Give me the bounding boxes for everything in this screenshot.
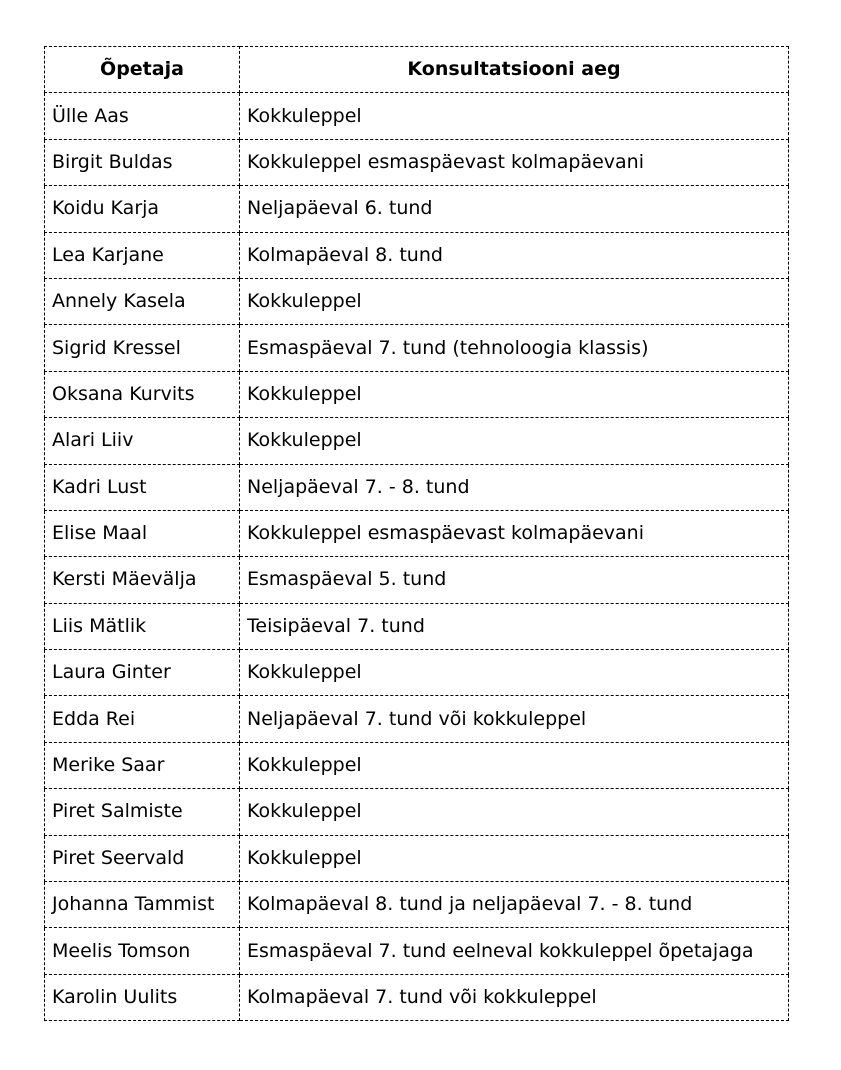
consultation-time-cell: Kolmapäeval 8. tund	[240, 232, 789, 278]
header-row	[45, 47, 789, 93]
teacher-name-cell: Meelis Tomson	[45, 928, 240, 974]
header-teacher: Õpetaja	[45, 47, 240, 93]
table-row	[45, 882, 789, 928]
table-row	[45, 278, 789, 324]
teacher-name-cell: Lea Karjane	[45, 232, 240, 278]
teacher-name-cell: Johanna Tammist	[45, 882, 240, 928]
teacher-name-cell: Koidu Karja	[45, 186, 240, 232]
table-row	[45, 928, 789, 974]
consultation-time-cell: Kokkuleppel	[240, 93, 789, 139]
table-row	[45, 510, 789, 556]
consultation-time-cell: Neljapäeval 7. - 8. tund	[240, 464, 789, 510]
consultation-time-cell: Kokkuleppel	[240, 278, 789, 324]
consultation-time-cell: Kokkuleppel	[240, 418, 789, 464]
teacher-name-cell: Kersti Mäevälja	[45, 557, 240, 603]
teacher-name-cell: Annely Kasela	[45, 278, 240, 324]
consultation-time-cell: Kokkuleppel	[240, 835, 789, 881]
consultation-time-cell: Kolmapäeval 7. tund või kokkuleppel	[240, 974, 789, 1020]
teacher-name-cell: Piret Salmiste	[45, 789, 240, 835]
table-row	[45, 186, 789, 232]
table-row	[45, 139, 789, 185]
consultation-time-cell: Kokkuleppel	[240, 650, 789, 696]
table-row	[45, 325, 789, 371]
consultation-time-cell: Esmaspäeval 5. tund	[240, 557, 789, 603]
table-row	[45, 603, 789, 649]
teacher-name-cell: Piret Seervald	[45, 835, 240, 881]
table-body	[45, 93, 789, 1021]
table-row	[45, 232, 789, 278]
table-row	[45, 418, 789, 464]
table-row	[45, 650, 789, 696]
teacher-name-cell: Alari Liiv	[45, 418, 240, 464]
teacher-name-cell: Edda Rei	[45, 696, 240, 742]
consultation-time-cell: Kokkuleppel	[240, 742, 789, 788]
consultation-time-cell: Esmaspäeval 7. tund eelneval kokkuleppel õpetajaga	[240, 928, 789, 974]
table-header	[45, 47, 789, 93]
teacher-name-cell: Laura Ginter	[45, 650, 240, 696]
table-row	[45, 557, 789, 603]
teacher-name-cell: Karolin Uulits	[45, 974, 240, 1020]
header-consultation-time: Konsultatsiooni aeg	[240, 47, 789, 93]
consultation-time-cell: Kokkuleppel	[240, 789, 789, 835]
consultation-time-cell: Kokkuleppel	[240, 371, 789, 417]
consultation-time-cell: Kokkuleppel esmaspäevast kolmapäevani	[240, 139, 789, 185]
consultation-time-cell: Kolmapäeval 8. tund ja neljapäeval 7. - 8. tund	[240, 882, 789, 928]
teacher-name-cell: Elise Maal	[45, 510, 240, 556]
teacher-name-cell: Sigrid Kressel	[45, 325, 240, 371]
teacher-name-cell: Kadri Lust	[45, 464, 240, 510]
consultation-table	[44, 46, 789, 1021]
teacher-name-cell: Ülle Aas	[45, 93, 240, 139]
teacher-name-cell: Merike Saar	[45, 742, 240, 788]
consultation-time-cell: Kokkuleppel esmaspäevast kolmapäevani	[240, 510, 789, 556]
table-row	[45, 835, 789, 881]
table-row	[45, 789, 789, 835]
teacher-name-cell: Liis Mätlik	[45, 603, 240, 649]
table-row	[45, 742, 789, 788]
teacher-name-cell: Birgit Buldas	[45, 139, 240, 185]
consultation-time-cell: Neljapäeval 6. tund	[240, 186, 789, 232]
teacher-name-cell: Oksana Kurvits	[45, 371, 240, 417]
consultation-time-cell: Esmaspäeval 7. tund (tehnoloogia klassis)	[240, 325, 789, 371]
table-row	[45, 371, 789, 417]
table-row	[45, 93, 789, 139]
consultation-time-cell: Neljapäeval 7. tund või kokkuleppel	[240, 696, 789, 742]
table-row	[45, 464, 789, 510]
table-row	[45, 974, 789, 1020]
consultation-time-cell: Teisipäeval 7. tund	[240, 603, 789, 649]
table-row	[45, 696, 789, 742]
